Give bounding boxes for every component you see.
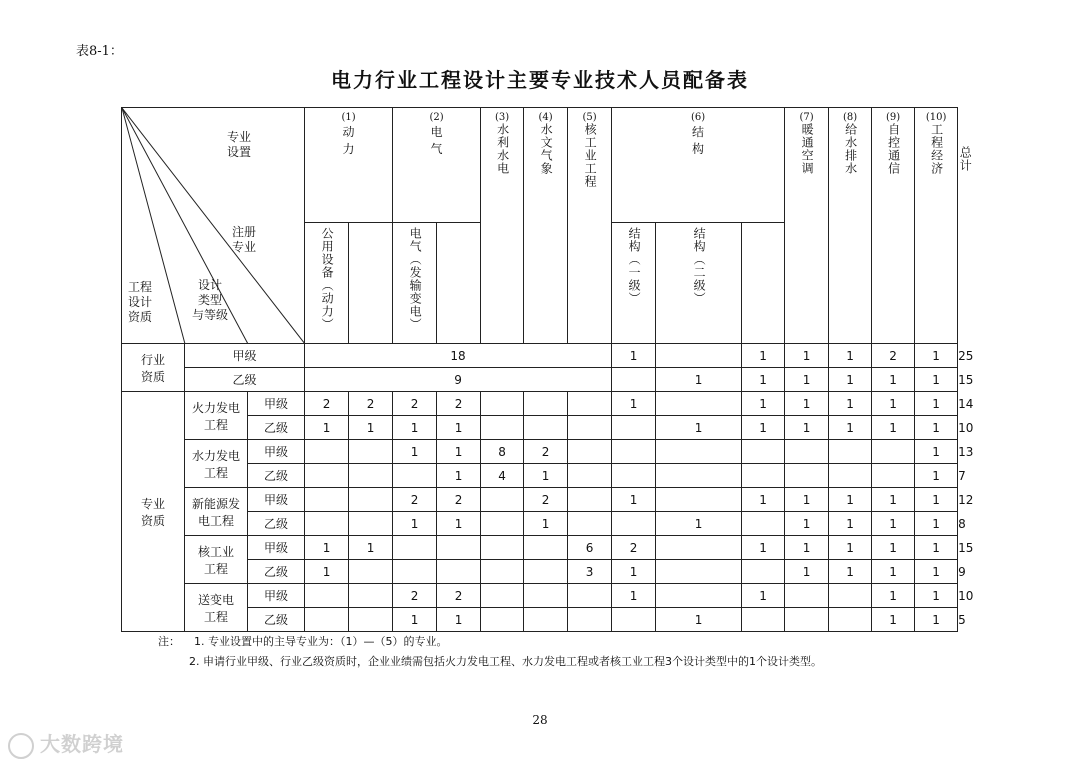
value-cell: [305, 584, 349, 608]
value-cell: 1: [872, 368, 915, 392]
value-cell: [305, 488, 349, 512]
value-cell: [656, 344, 742, 368]
special-row: 乙级 1 1 1 1 1 5: [122, 608, 958, 632]
value-cell: 1: [305, 536, 349, 560]
value-cell: 1: [829, 560, 872, 584]
value-cell: 6: [568, 536, 612, 560]
value-cell: [656, 560, 742, 584]
registered-empty: [742, 223, 785, 344]
value-cell: 1: [915, 560, 958, 584]
value-cell: [481, 488, 524, 512]
grade-cell: 甲级: [185, 344, 305, 368]
value-cell: 1: [742, 488, 785, 512]
value-cell: [481, 416, 524, 440]
specialty-jiegou: (6) 结 构: [612, 108, 785, 223]
special-row: 乙级 1 4 1 1 7: [122, 464, 958, 488]
staffing-table: 专业 设置 注册 专业 设计 类型 与等级 工程 设计 资质 (1) 动 力 (2) 电 气 (3) 水利水电 (4) 水文气象 (5) 核工业工程 (6) 结 构 (7) 暖通空调 (8) 给水排水 (9) 自控通信 (10) 工程经济 总计 公用设备（动力） 电气（发输变电） 结构（一级） 结构（二级） 行业 资质 甲级 18 1 1 1 1 2 1 25 乙级 9 1 1 1 1 1 1 15 专业 资质 火力发电 工程 甲级 2 2 2 2 1 1 1 1 1 1 14 乙级 1 1 1 1 1 1 1 1 1 1 10 水力发电 工程 甲级 1 1 8 2 1 13 乙级 1 4 1 1 7 新能源发 电工程 甲级 2 2 2 1 1 1 1 1 1 12 乙级 1 1 1 1 1 1 1 1 8 核工业 工程 甲级 1 1 6 2 1 1 1 1 1 15 乙级 1 3 1 1 1 1 1 9 送变电 工程 甲级 2 2 1 1 1 1 10 乙级 1 1 1 1 1 5: [121, 107, 958, 632]
value-cell: [305, 440, 349, 464]
watermark-logo-icon: [8, 733, 34, 759]
value-cell: [349, 584, 393, 608]
value-cell: [656, 440, 742, 464]
value-cell: 1: [612, 488, 656, 512]
specialty-shuiwen: (4) 水文气象: [524, 108, 568, 344]
grade-cell: 甲级: [248, 536, 305, 560]
value-cell: 2: [524, 440, 568, 464]
value-cell: 1: [393, 608, 437, 632]
registered-dianqi: 电气（发输变电）: [393, 223, 437, 344]
project-type-label: 水力发电 工程: [185, 440, 248, 488]
merged-value: 9: [305, 368, 612, 392]
registered-jiegou2: 结构（二级）: [656, 223, 742, 344]
value-cell: 1: [524, 464, 568, 488]
merged-value: 18: [305, 344, 612, 368]
value-cell: 1: [437, 608, 481, 632]
value-cell: 1: [656, 416, 742, 440]
grade-cell: 乙级: [248, 512, 305, 536]
value-cell: 1: [349, 416, 393, 440]
value-cell: 1: [915, 584, 958, 608]
value-cell: [393, 464, 437, 488]
value-cell: [305, 464, 349, 488]
value-cell: 1: [742, 368, 785, 392]
value-cell: 8: [481, 440, 524, 464]
value-cell: 2: [437, 488, 481, 512]
value-cell: 1: [393, 416, 437, 440]
value-cell: [742, 560, 785, 584]
value-cell: 1: [785, 416, 829, 440]
value-cell: [524, 416, 568, 440]
specialty-zikong: (9) 自控通信: [872, 108, 915, 344]
value-cell: 1: [915, 392, 958, 416]
specialty-nuantong: (7) 暖通空调: [785, 108, 829, 344]
value-cell: [481, 392, 524, 416]
special-row: 送变电 工程 甲级 2 2 1 1 1 1 10: [122, 584, 958, 608]
value-cell: 1: [305, 560, 349, 584]
value-cell: 1: [829, 512, 872, 536]
value-cell: [568, 488, 612, 512]
value-cell: [568, 392, 612, 416]
value-cell: [742, 512, 785, 536]
value-cell: [785, 464, 829, 488]
value-cell: 1: [742, 536, 785, 560]
grade-cell: 乙级: [248, 608, 305, 632]
value-cell: [568, 464, 612, 488]
value-cell: 1: [829, 392, 872, 416]
value-cell: [612, 368, 656, 392]
value-cell: 4: [481, 464, 524, 488]
special-row: 乙级 1 3 1 1 1 1 1 9: [122, 560, 958, 584]
value-cell: 1: [872, 608, 915, 632]
value-cell: [524, 584, 568, 608]
value-cell: [349, 608, 393, 632]
value-cell: 1: [742, 416, 785, 440]
value-cell: 1: [349, 536, 393, 560]
value-cell: [437, 536, 481, 560]
value-cell: 1: [915, 416, 958, 440]
value-cell: 1: [742, 584, 785, 608]
value-cell: [656, 488, 742, 512]
value-cell: 1: [437, 464, 481, 488]
value-cell: 1: [785, 368, 829, 392]
registered-empty: [437, 223, 481, 344]
value-cell: [656, 536, 742, 560]
value-cell: [524, 536, 568, 560]
specialty-dianqi: (2) 电 气: [393, 108, 481, 223]
value-cell: 1: [437, 440, 481, 464]
special-row: 水力发电 工程 甲级 1 1 8 2 1 13: [122, 440, 958, 464]
value-cell: [481, 512, 524, 536]
value-cell: [656, 584, 742, 608]
value-cell: 1: [785, 536, 829, 560]
corner-label-design-type: 设计 类型 与等级: [192, 278, 229, 322]
value-cell: [829, 584, 872, 608]
value-cell: 1: [829, 368, 872, 392]
value-cell: [349, 440, 393, 464]
value-cell: 1: [915, 488, 958, 512]
note-2: 2. 申请行业甲级、行业乙级资质时，企业业绩需包括火力发电工程、水力发电工程或者核工业工程3个设计类型中的1个设计类型。: [189, 655, 822, 668]
value-cell: 1: [915, 608, 958, 632]
value-cell: [872, 440, 915, 464]
watermark: 大数跨境: [8, 728, 124, 759]
value-cell: [612, 512, 656, 536]
value-cell: 1: [915, 512, 958, 536]
specialty-shuili: (3) 水利水电: [481, 108, 524, 344]
value-cell: 1: [829, 488, 872, 512]
value-cell: 1: [829, 536, 872, 560]
grade-cell: 乙级: [185, 368, 305, 392]
project-type-label: 核工业 工程: [185, 536, 248, 584]
value-cell: 1: [612, 344, 656, 368]
project-type-label: 新能源发 电工程: [185, 488, 248, 536]
value-cell: 2: [524, 488, 568, 512]
grade-cell: 乙级: [248, 560, 305, 584]
value-cell: 3: [568, 560, 612, 584]
grade-cell: 甲级: [248, 440, 305, 464]
value-cell: [568, 608, 612, 632]
value-cell: 1: [742, 344, 785, 368]
value-cell: [524, 392, 568, 416]
special-row: 专业 资质 火力发电 工程 甲级 2 2 2 2 1 1 1 1 1 1 14: [122, 392, 958, 416]
value-cell: [612, 416, 656, 440]
specialty-hegongye: (5) 核工业工程: [568, 108, 612, 344]
value-cell: [393, 560, 437, 584]
value-cell: 2: [612, 536, 656, 560]
value-cell: [349, 512, 393, 536]
value-cell: 1: [305, 416, 349, 440]
specialty-jingji: (10) 工程经济: [915, 108, 958, 344]
value-cell: [568, 584, 612, 608]
special-row: 乙级 1 1 1 1 1 1 1 1 8: [122, 512, 958, 536]
note-1: 注： 1. 专业设置中的主导专业为：（1）—（5）的专业。: [158, 635, 448, 648]
grade-cell: 甲级: [248, 584, 305, 608]
special-row: 乙级 1 1 1 1 1 1 1 1 1 1 10: [122, 416, 958, 440]
registered-empty: [349, 223, 393, 344]
value-cell: 2: [349, 392, 393, 416]
grade-cell: 甲级: [248, 488, 305, 512]
value-cell: [829, 608, 872, 632]
specialty-dongli: (1) 动 力: [305, 108, 393, 223]
value-cell: 1: [393, 512, 437, 536]
page-number: 28: [532, 713, 548, 727]
value-cell: 1: [872, 512, 915, 536]
value-cell: [612, 440, 656, 464]
value-cell: 1: [915, 344, 958, 368]
corner-label-registered: 注册 专业: [232, 225, 257, 254]
value-cell: [612, 464, 656, 488]
value-cell: [481, 584, 524, 608]
notes: [158, 632, 822, 672]
value-cell: [829, 464, 872, 488]
special-row: 新能源发 电工程 甲级 2 2 2 1 1 1 1 1 1 12: [122, 488, 958, 512]
value-cell: [612, 608, 656, 632]
value-cell: [785, 608, 829, 632]
value-cell: 1: [829, 344, 872, 368]
value-cell: 2: [393, 488, 437, 512]
value-cell: 1: [524, 512, 568, 536]
value-cell: [305, 608, 349, 632]
value-cell: [524, 608, 568, 632]
value-cell: 1: [872, 488, 915, 512]
specialty-jipaishui: (8) 给水排水: [829, 108, 872, 344]
value-cell: [524, 560, 568, 584]
value-cell: 1: [656, 368, 742, 392]
value-cell: 1: [393, 440, 437, 464]
project-type-label: 送变电 工程: [185, 584, 248, 632]
value-cell: 2: [305, 392, 349, 416]
value-cell: 2: [437, 584, 481, 608]
value-cell: [437, 560, 481, 584]
value-cell: [785, 440, 829, 464]
value-cell: [829, 440, 872, 464]
value-cell: 1: [785, 344, 829, 368]
corner-label-specialty: 专业 设置: [227, 130, 252, 159]
value-cell: 1: [872, 392, 915, 416]
value-cell: 1: [785, 392, 829, 416]
page-title: 电力行业工程设计主要专业技术人员配备表: [331, 68, 749, 92]
registered-jiegou1: 结构（一级）: [612, 223, 656, 344]
value-cell: [349, 464, 393, 488]
grade-cell: 甲级: [248, 392, 305, 416]
value-cell: [785, 584, 829, 608]
value-cell: 1: [872, 560, 915, 584]
value-cell: 1: [872, 416, 915, 440]
value-cell: [349, 488, 393, 512]
value-cell: 1: [915, 464, 958, 488]
value-cell: 1: [612, 584, 656, 608]
value-cell: [872, 464, 915, 488]
value-cell: [481, 536, 524, 560]
value-cell: [656, 464, 742, 488]
value-cell: [481, 560, 524, 584]
corner-label-qualification: 工程 设计 资质: [128, 280, 153, 324]
value-cell: 1: [785, 488, 829, 512]
industry-qualification-label: 行业 资质: [122, 344, 185, 392]
value-cell: 2: [393, 584, 437, 608]
table-number: 表8-1：: [76, 44, 123, 59]
value-cell: 1: [742, 392, 785, 416]
value-cell: 1: [612, 392, 656, 416]
value-cell: [568, 416, 612, 440]
value-cell: [349, 560, 393, 584]
value-cell: 1: [437, 512, 481, 536]
value-cell: 1: [656, 608, 742, 632]
value-cell: 2: [872, 344, 915, 368]
value-cell: 1: [872, 584, 915, 608]
value-cell: 1: [872, 536, 915, 560]
value-cell: 1: [915, 536, 958, 560]
project-type-label: 火力发电 工程: [185, 392, 248, 440]
header-corner: [122, 108, 305, 344]
value-cell: 1: [915, 440, 958, 464]
value-cell: 1: [437, 416, 481, 440]
value-cell: 2: [437, 392, 481, 416]
registered-dongli: 公用设备（动力）: [305, 223, 349, 344]
special-qualification-body: [122, 392, 974, 632]
grade-cell: 乙级: [248, 416, 305, 440]
value-cell: [305, 512, 349, 536]
value-cell: 1: [785, 512, 829, 536]
value-cell: 1: [785, 560, 829, 584]
value-cell: 1: [829, 416, 872, 440]
special-qualification-label: 专业 资质: [122, 392, 185, 632]
value-cell: [656, 392, 742, 416]
value-cell: 2: [393, 392, 437, 416]
value-cell: [742, 608, 785, 632]
value-cell: 1: [915, 368, 958, 392]
grade-cell: 乙级: [248, 464, 305, 488]
value-cell: [481, 608, 524, 632]
value-cell: 1: [656, 512, 742, 536]
value-cell: 1: [612, 560, 656, 584]
value-cell: [568, 440, 612, 464]
special-row: 核工业 工程 甲级 1 1 6 2 1 1 1 1 1 15: [122, 536, 958, 560]
value-cell: [742, 464, 785, 488]
value-cell: [568, 512, 612, 536]
value-cell: [393, 536, 437, 560]
value-cell: [742, 440, 785, 464]
